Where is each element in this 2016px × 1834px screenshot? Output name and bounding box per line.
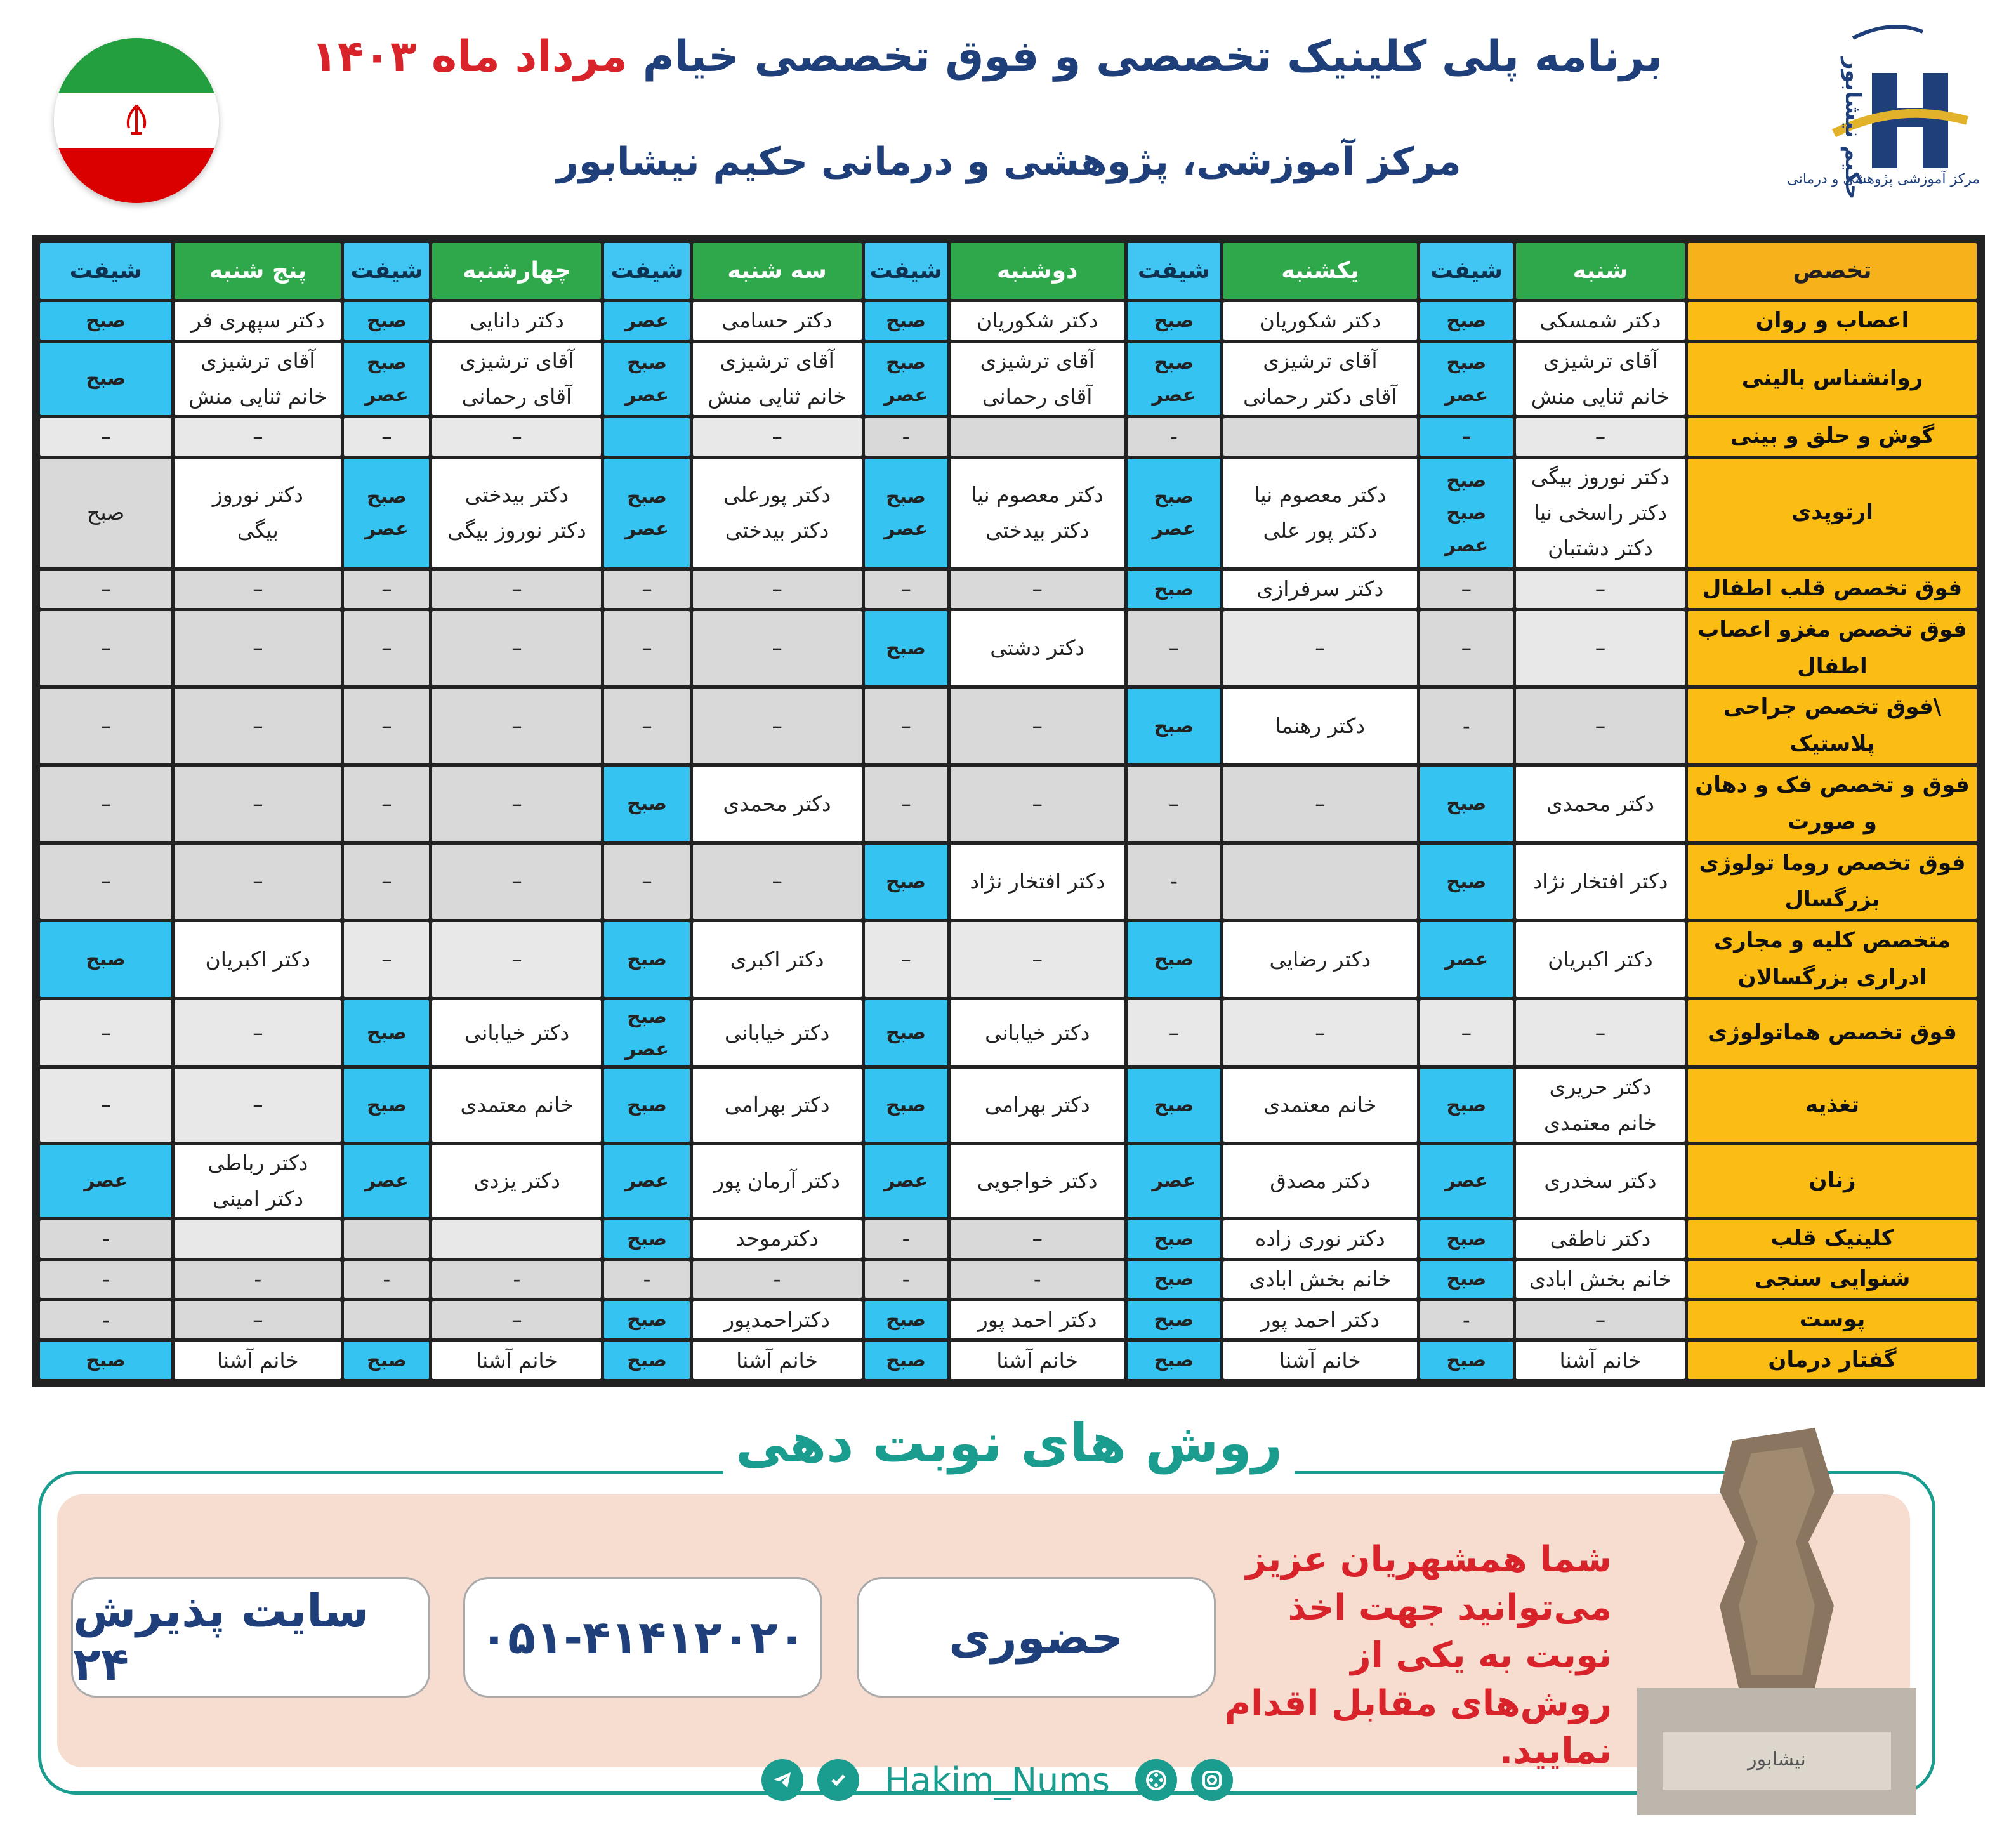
specialty-cell: فوق تخصص قلب اطفال <box>1688 571 1977 608</box>
shift-cell: عصر <box>865 1145 947 1217</box>
header-day: شنبه <box>1516 243 1685 299</box>
shift-cell: صبح <box>1128 1342 1220 1379</box>
shift-cell: صبح <box>1128 1220 1220 1258</box>
doctor-cell: – <box>1516 1000 1685 1066</box>
shift-cell: – <box>344 418 429 456</box>
specialty-cell: زنان <box>1688 1145 1977 1217</box>
doctor-cell: دکتر بهرامی <box>951 1069 1124 1141</box>
telegram-icon[interactable] <box>761 1759 803 1801</box>
doctor-cell: – <box>1516 689 1685 763</box>
table-row <box>40 571 1977 608</box>
shift-cell: صبح عصر <box>1128 459 1220 567</box>
shift-cell: صبح <box>604 922 689 997</box>
shift-cell: عصر <box>1420 922 1513 997</box>
doctor-cell: دکتر احمد پور <box>1223 1301 1417 1338</box>
shift-cell: – <box>1420 611 1513 686</box>
shift-cell: صبح <box>40 922 171 997</box>
doctor-cell: دکتر آرمان پور <box>693 1145 862 1217</box>
shift-cell: – <box>604 571 689 608</box>
doctor-cell: خانم آشنا <box>175 1342 341 1379</box>
doctor-cell <box>951 418 1124 456</box>
shift-cell: صبح <box>865 1301 947 1338</box>
shift-cell: صبح <box>865 302 947 340</box>
shift-cell: صبح <box>344 1342 429 1379</box>
doctor-cell: دکتر بیدختی دکتر نوروز بیگی <box>432 459 601 567</box>
shift-cell: – <box>865 689 947 763</box>
doctor-cell: دکتر معصوم نیا دکتر بیدختی <box>951 459 1124 567</box>
doctor-cell: دکتر خواجویی <box>951 1145 1124 1217</box>
logo-subtext: مرکز آموزشی پژوهشی و درمانی <box>1787 171 1980 187</box>
specialty-cell: \فوق تخصص جراحی پلاستیک <box>1688 689 1977 763</box>
doctor-cell: دکتر سخدری <box>1516 1145 1685 1217</box>
doctor-cell: – <box>693 571 862 608</box>
doctor-cell: دکتر اکبریان <box>1516 922 1685 997</box>
table-row <box>40 1261 1977 1298</box>
doctor-cell: – <box>432 571 601 608</box>
shift-cell: – <box>344 689 429 763</box>
header-shift: شیفت <box>865 243 947 299</box>
table-header-row <box>40 243 1977 299</box>
doctor-cell: دکتر دشتی <box>951 611 1124 686</box>
doctor-cell: – <box>1223 611 1417 686</box>
shift-cell: صبح <box>1420 1342 1513 1379</box>
shift-cell: صبح <box>1128 689 1220 763</box>
doctor-cell: دکتر یزدی <box>432 1145 601 1217</box>
shift-cell: – <box>1128 611 1220 686</box>
doctor-cell: – <box>175 1069 341 1141</box>
shift-cell: عصر <box>40 1145 171 1217</box>
doctor-cell: دکتر اکبریان <box>175 922 341 997</box>
doctor-cell: خانم بخش ابادی <box>1516 1261 1685 1298</box>
doctor-cell: - <box>693 1261 862 1298</box>
doctor-cell: – <box>693 418 862 456</box>
shift-cell: صبح <box>40 302 171 340</box>
header-shift: شیفت <box>604 243 689 299</box>
doctor-cell: – <box>175 418 341 456</box>
shift-cell: - <box>865 418 947 456</box>
shift-cell: – <box>344 767 429 841</box>
schedule-table <box>37 240 1980 1382</box>
aparat-icon[interactable] <box>1135 1759 1177 1801</box>
doctor-cell: – <box>1516 611 1685 686</box>
doctor-cell: – <box>432 689 601 763</box>
shift-cell: صبح عصر <box>344 343 429 415</box>
shift-cell: – <box>865 767 947 841</box>
shift-cell: صبح عصر <box>1420 343 1513 415</box>
doctor-cell: – <box>1516 1301 1685 1338</box>
shift-cell: صبح <box>865 1069 947 1141</box>
shift-cell: صبح <box>1128 571 1220 608</box>
shift-cell: صبح <box>1128 1301 1220 1338</box>
header-day: چهارشنبه <box>432 243 601 299</box>
logo-text: حکیم نیشابور <box>1840 57 1866 200</box>
header-shift: شیفت <box>40 243 171 299</box>
shift-cell: – <box>344 922 429 997</box>
shift-cell: صبح <box>865 1342 947 1379</box>
doctor-cell: دکتر سرفرازی <box>1223 571 1417 608</box>
social-handle[interactable]: Hakim_Nums <box>885 1760 1110 1800</box>
shift-cell: - <box>344 1261 429 1298</box>
doctor-cell: – <box>432 845 601 920</box>
doctor-cell: – <box>175 767 341 841</box>
doctor-cell <box>1223 418 1417 456</box>
appointment-message: شما همشهریان عزیز می‌توانید جهت اخذ نوبت به یکی از روش‌های مقابل اقدام نمایید. <box>1225 1539 1612 1772</box>
specialty-cell: تغذیه <box>1688 1069 1977 1141</box>
shift-cell: صبح عصر <box>1128 343 1220 415</box>
specialty-cell: گوش و حلق و بینی <box>1688 418 1977 456</box>
header-shift: شیفت <box>344 243 429 299</box>
shift-cell: – <box>344 611 429 686</box>
doctor-cell: – <box>432 1301 601 1338</box>
shift-cell: - <box>865 1220 947 1258</box>
table-row <box>40 1000 1977 1066</box>
doctor-cell: دکتر سپهری فر <box>175 302 341 340</box>
doctor-cell: دکتر اکبری <box>693 922 862 997</box>
shift-cell: صبح عصر <box>865 459 947 567</box>
doctor-cell: - <box>175 1261 341 1298</box>
specialty-cell: متخصص کلیه و مجاری ادراری بزرگسالان <box>1688 922 1977 997</box>
shift-cell: صبح <box>604 767 689 841</box>
doctor-cell: – <box>175 845 341 920</box>
shift-cell: - <box>40 1301 171 1338</box>
shift-cell: صبح عصر <box>604 1000 689 1066</box>
shift-cell: صبح عصر <box>344 459 429 567</box>
doctor-cell: – <box>693 689 862 763</box>
doctor-cell: آقای ترشیزی خانم ثنایی منش <box>693 343 862 415</box>
shift-cell: – <box>40 689 171 763</box>
social-bar <box>761 1755 1244 1805</box>
doctor-cell: – <box>175 571 341 608</box>
specialty-cell: گفتار درمان <box>1688 1342 1977 1379</box>
doctor-cell: دکتر بهرامی <box>693 1069 862 1141</box>
shift-cell: – <box>865 922 947 997</box>
hakim-logo <box>1787 13 1980 216</box>
table-row <box>40 1301 1977 1338</box>
shift-cell: – <box>604 611 689 686</box>
shift-cell: صبح <box>1420 1261 1513 1298</box>
doctor-cell: خانم آشنا <box>1516 1342 1685 1379</box>
doctor-cell: – <box>175 1301 341 1338</box>
table-row <box>40 343 1977 415</box>
shift-cell: صبح <box>1420 1220 1513 1258</box>
emblem-icon <box>117 102 155 140</box>
page-subtitle: مرکز آموزشی، پژوهشی و درمانی حکیم نیشابور <box>557 140 1461 184</box>
doctor-cell: دکترموحد <box>693 1220 862 1258</box>
in-person-button[interactable]: حضوری <box>857 1577 1216 1698</box>
shift-cell: - <box>1420 1301 1513 1338</box>
shift-cell: صبح <box>1420 302 1513 340</box>
doctor-cell: – <box>432 922 601 997</box>
doctor-cell: دکتر افتخار نژاد <box>1516 845 1685 920</box>
iran-flag-image <box>54 38 219 203</box>
shift-cell: صبح <box>344 1000 429 1066</box>
specialty-cell: فوق و تخصص فک و دهان و صورت <box>1688 767 1977 841</box>
doctor-cell: دکتر ناطقی <box>1516 1220 1685 1258</box>
doctor-cell: دکتر حریری خانم معتمدی <box>1516 1069 1685 1141</box>
doctor-cell: دکتر دانایی <box>432 302 601 340</box>
title-month: مرداد ماه ۱۴۰۳ <box>311 32 628 82</box>
doctor-cell <box>175 1220 341 1258</box>
doctor-cell: - <box>432 1261 601 1298</box>
doctor-cell: – <box>951 922 1124 997</box>
table-row <box>40 611 1977 686</box>
doctor-cell: - <box>951 1261 1124 1298</box>
table-row <box>40 459 1977 567</box>
specialty-cell: شنوایی سنجی <box>1688 1261 1977 1298</box>
header-day: یکشنبه <box>1223 243 1417 299</box>
doctor-cell: – <box>175 611 341 686</box>
doctor-cell: – <box>951 571 1124 608</box>
doctor-cell: دکتر حسامی <box>693 302 862 340</box>
doctor-cell: دکتر معصوم نیا دکتر پور علی <box>1223 459 1417 567</box>
shift-cell: – <box>40 418 171 456</box>
shift-cell: صبح <box>865 1000 947 1066</box>
shift-cell: صبح <box>40 1342 171 1379</box>
doctor-cell: دکتر شمسکی <box>1516 302 1685 340</box>
shift-cell: صبح صبح عصر <box>1420 459 1513 567</box>
doctor-cell: دکتر رهنما <box>1223 689 1417 763</box>
shift-cell: - <box>40 1220 171 1258</box>
shift-cell: صبح <box>1420 845 1513 920</box>
shift-cell: عصر <box>604 1145 689 1217</box>
doctor-cell: خانم معتمدی <box>1223 1069 1417 1141</box>
doctor-cell: دکتر مصدق <box>1223 1145 1417 1217</box>
doctor-cell: – <box>1223 1000 1417 1066</box>
doctor-cell: دکتر احمد پور <box>951 1301 1124 1338</box>
specialty-cell: فوق تخصص روما تولوژی بزرگسال <box>1688 845 1977 920</box>
shift-cell: – <box>604 845 689 920</box>
specialty-cell: ارتوپدی <box>1688 459 1977 567</box>
shift-cell: – <box>40 611 171 686</box>
header-day: دوشنبه <box>951 243 1124 299</box>
instagram-icon[interactable] <box>1191 1759 1233 1801</box>
shift-cell: صبح <box>344 1069 429 1141</box>
doctor-cell: خانم آشنا <box>432 1342 601 1379</box>
shift-cell: عصر <box>1128 1145 1220 1217</box>
doctor-cell: – <box>432 418 601 456</box>
table-row <box>40 302 1977 340</box>
shift-cell <box>344 1301 429 1338</box>
monument-inscription: نیشابور <box>1748 1748 1806 1771</box>
shift-cell: صبح <box>1128 1069 1220 1141</box>
shift-cell: - <box>40 1261 171 1298</box>
doctor-cell: دکتر محمدی <box>1516 767 1685 841</box>
doctor-cell: آقای ترشیزی آقای رحمانی <box>432 343 601 415</box>
shift-cell: صبح عصر <box>865 343 947 415</box>
phone-button[interactable]: ۰۵۱-۴۱۴۱۲۰۲۰ <box>463 1577 822 1698</box>
header-day: پنج شنبه <box>175 243 341 299</box>
doctor-cell <box>1223 845 1417 920</box>
verified-icon[interactable] <box>817 1759 859 1801</box>
shift-cell: – <box>865 571 947 608</box>
shift-cell: – <box>40 571 171 608</box>
header-shift: شیفت <box>1420 243 1513 299</box>
doctor-cell: دکتر خیابانی <box>432 1000 601 1066</box>
specialty-cell: پوست <box>1688 1301 1977 1338</box>
shift-cell: صبح <box>865 611 947 686</box>
shift-cell <box>344 1220 429 1258</box>
shift-cell: – <box>1128 1000 1220 1066</box>
monument-image <box>1624 1415 1929 1821</box>
table-row <box>40 1342 1977 1379</box>
shift-cell: – <box>1420 571 1513 608</box>
table-row <box>40 689 1977 763</box>
doctor-cell: – <box>1516 418 1685 456</box>
appointment-title: روش های نوبت دهی <box>723 1412 1295 1474</box>
shift-cell: صبح <box>344 302 429 340</box>
schedule-table-frame <box>32 235 1985 1387</box>
shift-cell: – <box>40 1069 171 1141</box>
shift-cell <box>604 418 689 456</box>
table-row <box>40 922 1977 997</box>
doctor-cell: – <box>951 689 1124 763</box>
page-title: برنامه پلی کلینیک تخصصی و فوق تخصصی خیام مرداد ماه ۱۴۰۳ <box>311 32 1663 82</box>
doctor-cell: دکتر نوروز بیگی دکتر راسخی نیا دکتر دشتبان <box>1516 459 1685 567</box>
shift-cell: صبح <box>865 845 947 920</box>
specialty-cell: کلینیک قلب <box>1688 1220 1977 1258</box>
shift-cell: صبح <box>604 1220 689 1258</box>
booking-site-button[interactable]: سایت پذیرش ۲۴ <box>71 1577 430 1698</box>
shift-cell: صبح <box>1128 302 1220 340</box>
shift-cell: عصر <box>1420 1145 1513 1217</box>
header-shift: شیفت <box>1128 243 1220 299</box>
doctor-cell: دکتر شکوریان <box>1223 302 1417 340</box>
doctor-cell: – <box>1516 571 1685 608</box>
shift-cell: صبح <box>1420 767 1513 841</box>
doctor-cell: – <box>693 611 862 686</box>
doctor-cell: خانم آشنا <box>1223 1342 1417 1379</box>
shift-cell: صبح <box>604 1301 689 1338</box>
shift-cell: صبح <box>1128 922 1220 997</box>
shift-cell: صبح <box>40 459 171 567</box>
doctor-cell: دکتر خیابانی <box>693 1000 862 1066</box>
doctor-cell: خانم بخش ابادی <box>1223 1261 1417 1298</box>
shift-cell: صبح عصر <box>604 343 689 415</box>
doctor-cell: – <box>951 1220 1124 1258</box>
doctor-cell: – <box>175 1000 341 1066</box>
header-specialty: تخصص <box>1688 243 1977 299</box>
shift-cell: - <box>604 1261 689 1298</box>
shift-cell: – <box>1420 1000 1513 1066</box>
shift-cell: – <box>40 845 171 920</box>
shift-cell: صبح <box>604 1069 689 1141</box>
shift-cell: - <box>1128 845 1220 920</box>
shift-cell: صبح <box>1128 1261 1220 1298</box>
shift-cell: – <box>1128 767 1220 841</box>
doctor-cell: آقای ترشیزی خانم ثنایی منش <box>175 343 341 415</box>
doctor-cell: دکتر افتخار نژاد <box>951 845 1124 920</box>
doctor-cell: – <box>1223 767 1417 841</box>
shift-cell: عصر <box>344 1145 429 1217</box>
shift-cell: – <box>604 689 689 763</box>
table-row <box>40 418 1977 456</box>
doctor-cell: – <box>175 689 341 763</box>
doctor-cell: دکتر شکوریان <box>951 302 1124 340</box>
table-row <box>40 1145 1977 1217</box>
doctor-cell: آقای ترشیزی آقای دکتر رحمانی <box>1223 343 1417 415</box>
doctor-cell: خانم معتمدی <box>432 1069 601 1141</box>
shift-cell: عصر <box>604 302 689 340</box>
doctor-cell <box>432 1220 601 1258</box>
doctor-cell: خانم آشنا <box>951 1342 1124 1379</box>
shift-cell: صبح عصر <box>604 459 689 567</box>
table-row <box>40 845 1977 920</box>
doctor-cell: دکتر رضایی <box>1223 922 1417 997</box>
doctor-cell: خانم آشنا <box>693 1342 862 1379</box>
shift-cell: صبح <box>604 1342 689 1379</box>
doctor-cell: دکتر پورعلی دکتر بیدختی <box>693 459 862 567</box>
table-row <box>40 1069 1977 1141</box>
doctor-cell: دکتر رباطی دکتر امینی <box>175 1145 341 1217</box>
shift-cell: – <box>1420 418 1513 456</box>
shift-cell: – <box>40 1000 171 1066</box>
doctor-cell: آقای ترشیزی آقای رحمانی <box>951 343 1124 415</box>
shift-cell: – <box>344 845 429 920</box>
shift-cell: صبح <box>1420 1069 1513 1141</box>
table-row <box>40 1220 1977 1258</box>
specialty-cell: فوق تخصص مغزو اعصاب اطفال <box>1688 611 1977 686</box>
doctor-cell: دکتراحمدپور <box>693 1301 862 1338</box>
specialty-cell: فوق تخصص هماتولوژی <box>1688 1000 1977 1066</box>
doctor-cell: – <box>951 767 1124 841</box>
shift-cell: – <box>344 571 429 608</box>
specialty-cell: روانشناس بالینی <box>1688 343 1977 415</box>
doctor-cell: – <box>432 611 601 686</box>
doctor-cell: دکتر محمدی <box>693 767 862 841</box>
table-row <box>40 767 1977 841</box>
shift-cell: – <box>40 767 171 841</box>
doctor-cell: دکتر نوری زاده <box>1223 1220 1417 1258</box>
shift-cell: - <box>865 1261 947 1298</box>
shift-cell: - <box>1128 418 1220 456</box>
shift-cell: صبح <box>40 343 171 415</box>
doctor-cell: – <box>693 845 862 920</box>
specialty-cell: اعصاب و روان <box>1688 302 1977 340</box>
doctor-cell: دکتر خیابانی <box>951 1000 1124 1066</box>
doctor-cell: آقای ترشیزی خانم ثنایی منش <box>1516 343 1685 415</box>
shift-cell: - <box>1420 689 1513 763</box>
doctor-cell: دکتر نوروز بیگی <box>175 459 341 567</box>
doctor-cell: – <box>432 767 601 841</box>
header-day: سه شنبه <box>693 243 862 299</box>
